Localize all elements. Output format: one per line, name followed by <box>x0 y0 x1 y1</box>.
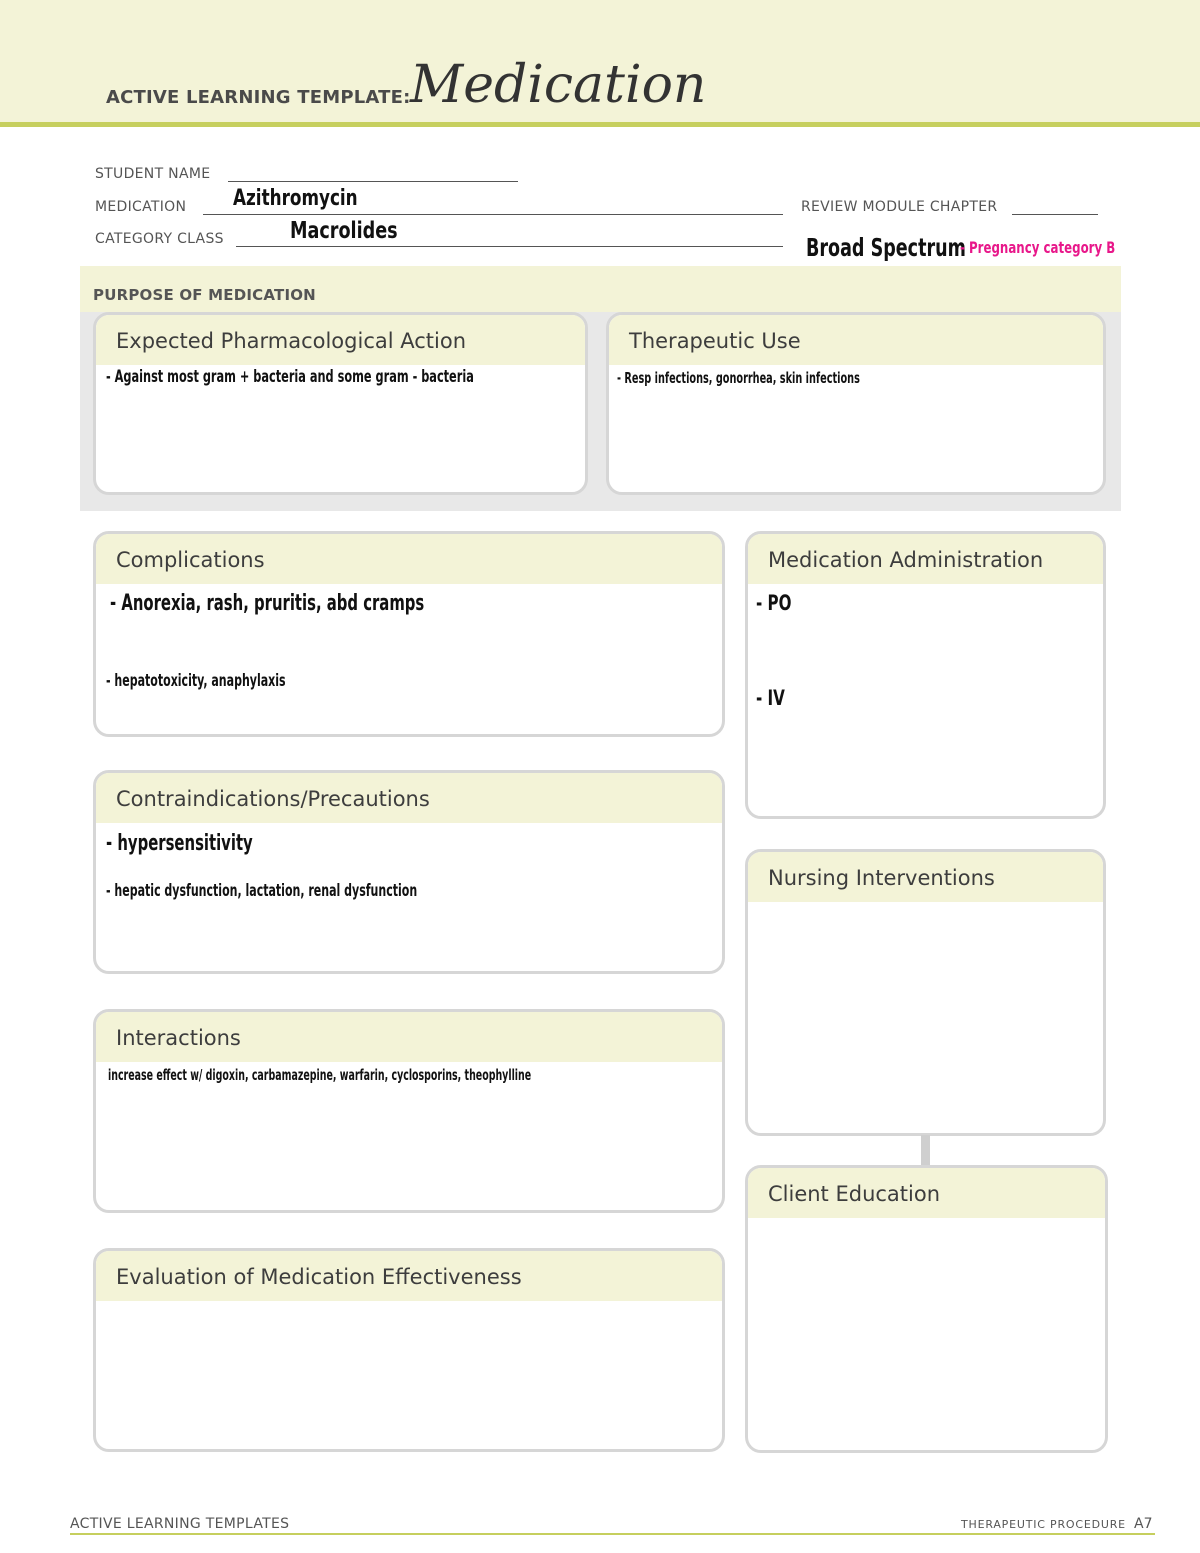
contraindications-line-1: - hypersensitivity <box>106 831 253 856</box>
medication-line[interactable] <box>203 214 783 215</box>
medication-value: Azithromycin <box>233 186 358 211</box>
client-education-box[interactable] <box>745 1165 1108 1453</box>
box-title: Expected Pharmacological Action <box>116 329 467 353</box>
box-title: Complications <box>116 548 265 572</box>
header-accent-line <box>0 122 1200 127</box>
student-name-line[interactable] <box>228 181 518 182</box>
box-title: Client Education <box>768 1182 941 1206</box>
administration-box[interactable] <box>745 531 1106 819</box>
box-title: Evaluation of Medication Effectiveness <box>116 1265 522 1289</box>
administration-line-2: - IV <box>756 686 785 710</box>
box-title: Therapeutic Use <box>629 329 801 353</box>
student-name-label: STUDENT NAME <box>95 166 211 182</box>
box-title: Medication Administration <box>768 548 1044 572</box>
complications-box[interactable] <box>93 531 725 737</box>
footer-accent-line <box>70 1533 1155 1535</box>
evaluation-box[interactable] <box>93 1248 725 1452</box>
purpose-label: PURPOSE OF MEDICATION <box>93 286 316 304</box>
expected-action-box[interactable] <box>93 312 588 495</box>
category-class-line[interactable] <box>236 246 783 247</box>
box-title: Interactions <box>116 1026 241 1050</box>
category-class-value: Macrolides <box>290 218 398 244</box>
box-title: Nursing Interventions <box>768 866 995 890</box>
box-title: Contraindications/Precautions <box>116 787 430 811</box>
therapeutic-use-box[interactable] <box>606 312 1106 495</box>
template-label: ACTIVE LEARNING TEMPLATE: <box>106 87 411 108</box>
review-module-label: REVIEW MODULE CHAPTER <box>801 199 998 215</box>
category-class-label: CATEGORY CLASS <box>95 231 224 247</box>
expected-action-line-1: - Against most gram + bacteria and some gram - bacteria <box>106 367 474 387</box>
pregnancy-note: - Pregnancy category B <box>960 238 1116 257</box>
interactions-box[interactable] <box>93 1009 725 1213</box>
complications-line-1: - Anorexia, rash, pruritis, abd cramps <box>110 591 425 616</box>
interactions-line-1: increase effect w/ digoxin, carbamazepine, warfarin, cyclosporins, theophylline <box>108 1066 532 1084</box>
medication-label: MEDICATION <box>95 199 187 215</box>
spectrum-note: Broad Spectrum <box>806 233 966 262</box>
therapeutic-use-line-1: - Resp infections, gonorrhea, skin infections <box>617 369 860 387</box>
contraindications-line-2: - hepatic dysfunction, lactation, renal dysfunction <box>106 881 418 901</box>
footer-left-label: ACTIVE LEARNING TEMPLATES <box>70 1516 290 1532</box>
contraindications-box[interactable] <box>93 770 725 974</box>
review-module-line[interactable] <box>1012 214 1098 215</box>
administration-line-1: - PO <box>756 591 792 615</box>
footer-page-number: A7 <box>1134 1516 1153 1532</box>
box-connector <box>921 1135 930 1167</box>
nursing-interventions-box[interactable] <box>745 849 1106 1136</box>
template-title: Medication <box>410 55 707 115</box>
complications-line-2: - hepatotoxicity, anaphylaxis <box>106 671 286 691</box>
footer-right-label: THERAPEUTIC PROCEDURE <box>961 1518 1126 1531</box>
